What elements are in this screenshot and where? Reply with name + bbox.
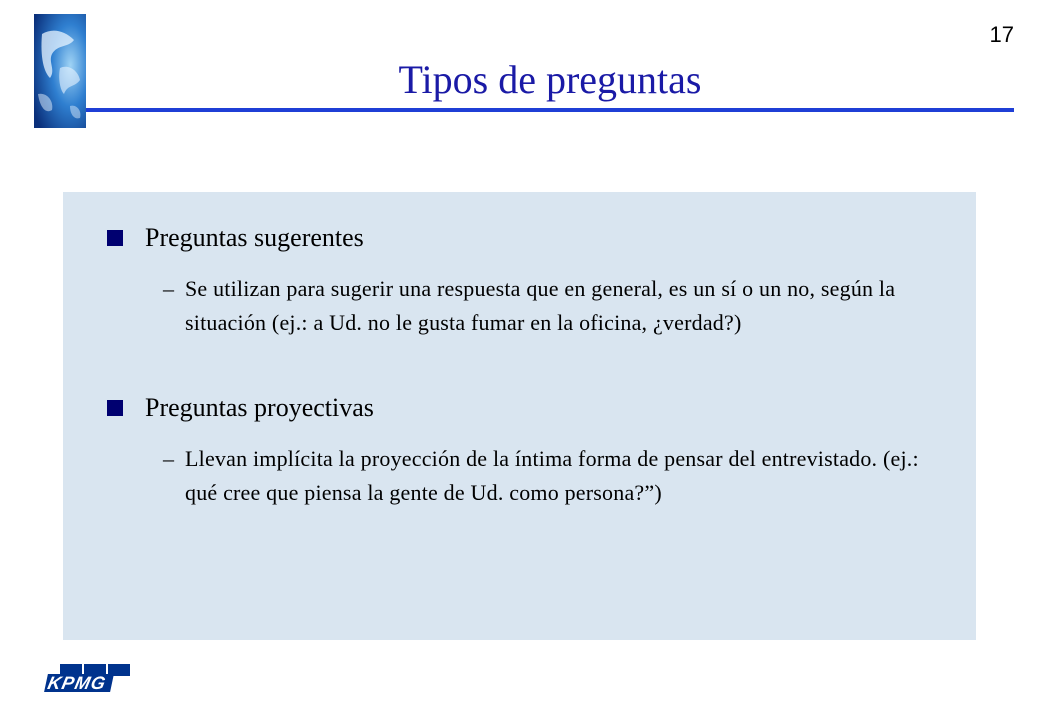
page-number: 17 [989, 22, 1014, 47]
bullet-heading: Preguntas sugerentes [145, 223, 364, 252]
bullet-item [107, 390, 374, 426]
content-panel [63, 192, 976, 640]
logo-wordmark: KPMG [44, 674, 114, 692]
dash-marker: – [163, 446, 174, 471]
sub-bullet-text: Llevan implícita la proyección de la íntima forma de pensar del entrevistado. (ej.: qué cree que piensa la gente de Ud. como persona?”) [185, 446, 919, 505]
kpmg-logo [40, 664, 140, 694]
sub-bullet-item [163, 272, 953, 340]
dash-marker: – [163, 276, 174, 301]
title-underline [86, 108, 1014, 112]
slide-title: Tipos de preguntas [398, 57, 702, 102]
sub-bullet-item [163, 442, 953, 510]
square-bullet-icon [107, 230, 123, 246]
bullet-heading: Preguntas proyectivas [145, 393, 374, 422]
globe-icon [34, 14, 86, 128]
sub-bullet-text: Se utilizan para sugerir una respuesta que en general, es un sí o un no, según la situación (ej.: a Ud. no le gusta fumar en la oficina, ¿verdad?) [185, 276, 896, 335]
square-bullet-icon [107, 400, 123, 416]
bullet-item [107, 220, 364, 256]
